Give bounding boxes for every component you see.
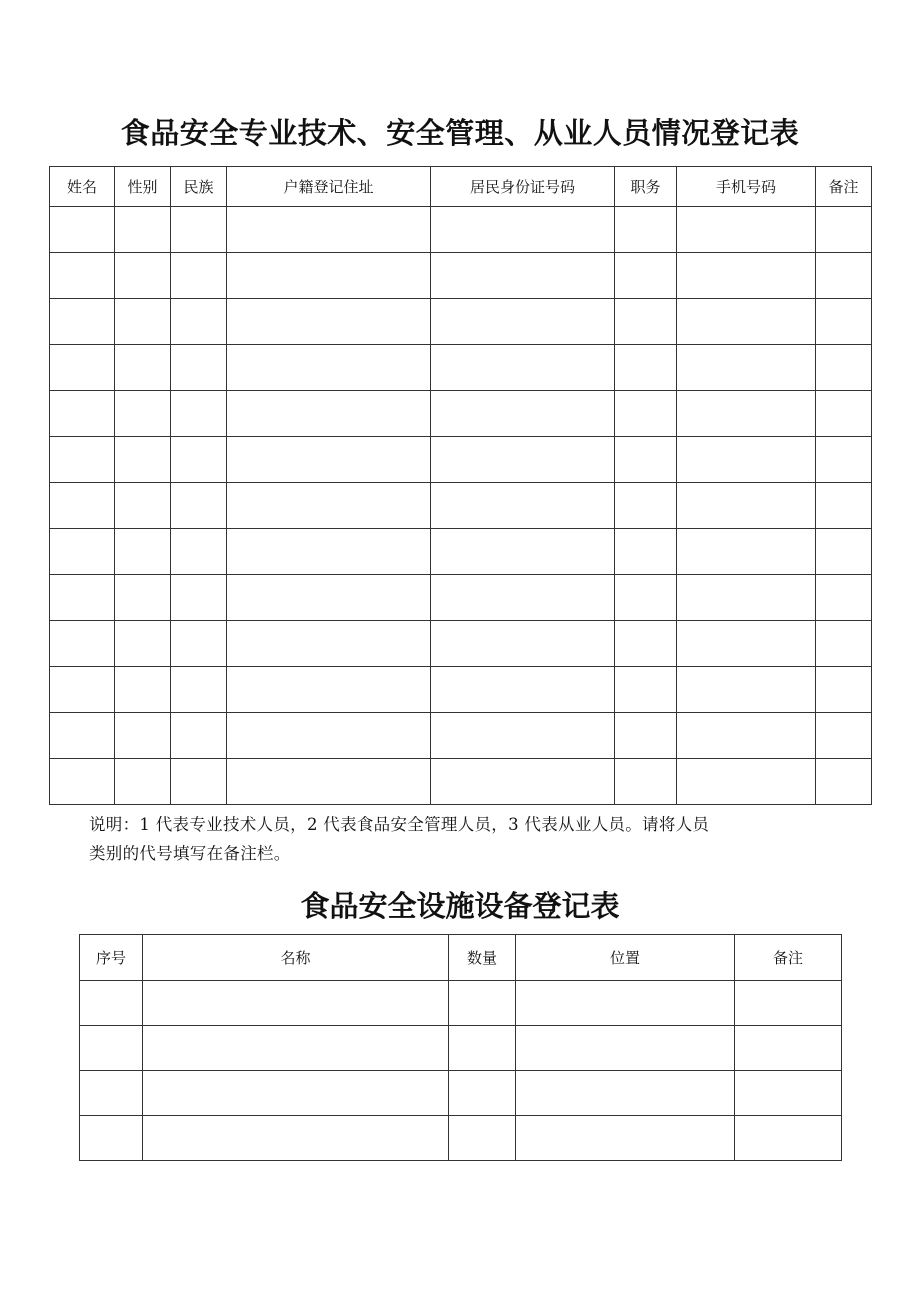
personnel-cell[interactable] bbox=[227, 667, 431, 713]
personnel-header-row bbox=[50, 167, 872, 207]
note bbox=[89, 810, 874, 868]
equipment-cell[interactable] bbox=[516, 1071, 735, 1116]
equipment-cell[interactable] bbox=[143, 1071, 449, 1116]
personnel-cell[interactable] bbox=[431, 437, 615, 483]
col-header-location: 位置 bbox=[516, 935, 735, 981]
personnel-cell[interactable] bbox=[171, 575, 227, 621]
personnel-cell[interactable] bbox=[227, 207, 431, 253]
personnel-cell[interactable] bbox=[50, 207, 115, 253]
personnel-cell[interactable] bbox=[50, 529, 115, 575]
equipment-cell[interactable] bbox=[80, 1116, 143, 1161]
personnel-cell[interactable] bbox=[816, 299, 872, 345]
personnel-cell[interactable] bbox=[115, 621, 171, 667]
personnel-cell[interactable] bbox=[115, 253, 171, 299]
personnel-cell[interactable] bbox=[115, 345, 171, 391]
col-header-household-address: 户籍登记住址 bbox=[227, 167, 431, 207]
personnel-cell[interactable] bbox=[171, 299, 227, 345]
equipment-row bbox=[80, 1116, 842, 1161]
equipment-cell[interactable] bbox=[516, 1116, 735, 1161]
personnel-cell[interactable] bbox=[677, 299, 816, 345]
personnel-cell[interactable] bbox=[50, 483, 115, 529]
personnel-cell[interactable] bbox=[677, 759, 816, 805]
personnel-cell[interactable] bbox=[431, 713, 615, 759]
personnel-cell[interactable] bbox=[227, 483, 431, 529]
personnel-cell[interactable] bbox=[171, 207, 227, 253]
personnel-cell[interactable] bbox=[115, 207, 171, 253]
equipment-cell[interactable] bbox=[143, 1026, 449, 1071]
personnel-cell[interactable] bbox=[431, 621, 615, 667]
personnel-cell[interactable] bbox=[677, 529, 816, 575]
personnel-cell[interactable] bbox=[50, 253, 115, 299]
personnel-cell[interactable] bbox=[816, 667, 872, 713]
equipment-row bbox=[80, 1071, 842, 1116]
personnel-cell[interactable] bbox=[615, 667, 677, 713]
col-header-id-number: 居民身份证号码 bbox=[431, 167, 615, 207]
personnel-table-title: 食品安全专业技术、安全管理、从业人员情况登记表 bbox=[120, 116, 800, 150]
personnel-row bbox=[50, 299, 872, 345]
equipment-cell[interactable] bbox=[449, 1071, 516, 1116]
personnel-cell[interactable] bbox=[816, 253, 872, 299]
col-header-name: 姓名 bbox=[50, 167, 115, 207]
col-header-position: 职务 bbox=[615, 167, 677, 207]
personnel-cell[interactable] bbox=[816, 391, 872, 437]
personnel-cell[interactable] bbox=[227, 437, 431, 483]
personnel-table bbox=[49, 166, 872, 805]
personnel-cell[interactable] bbox=[171, 621, 227, 667]
col-header-remarks: 备注 bbox=[816, 167, 872, 207]
personnel-cell[interactable] bbox=[615, 299, 677, 345]
personnel-cell[interactable] bbox=[677, 483, 816, 529]
personnel-cell[interactable] bbox=[615, 345, 677, 391]
personnel-cell[interactable] bbox=[50, 621, 115, 667]
personnel-cell[interactable] bbox=[115, 391, 171, 437]
personnel-cell[interactable] bbox=[615, 529, 677, 575]
col-header-gender: 性别 bbox=[115, 167, 171, 207]
note-line-2: 类别的代号填写在备注栏。 bbox=[89, 844, 291, 863]
personnel-cell[interactable] bbox=[171, 345, 227, 391]
personnel-cell[interactable] bbox=[677, 253, 816, 299]
personnel-cell[interactable] bbox=[227, 253, 431, 299]
personnel-cell[interactable] bbox=[227, 575, 431, 621]
personnel-cell[interactable] bbox=[171, 437, 227, 483]
personnel-cell[interactable] bbox=[816, 529, 872, 575]
equipment-header-row bbox=[80, 935, 842, 981]
personnel-cell[interactable] bbox=[50, 437, 115, 483]
personnel-cell[interactable] bbox=[115, 759, 171, 805]
equipment-table-title: 食品安全设施设备登记表 bbox=[300, 889, 620, 923]
personnel-row bbox=[50, 345, 872, 391]
personnel-cell[interactable] bbox=[615, 575, 677, 621]
personnel-row bbox=[50, 207, 872, 253]
personnel-cell[interactable] bbox=[115, 575, 171, 621]
personnel-cell[interactable] bbox=[615, 207, 677, 253]
equipment-cell[interactable] bbox=[80, 1071, 143, 1116]
personnel-cell[interactable] bbox=[50, 299, 115, 345]
equipment-cell[interactable] bbox=[449, 981, 516, 1026]
personnel-cell[interactable] bbox=[615, 713, 677, 759]
equipment-cell[interactable] bbox=[143, 981, 449, 1026]
personnel-cell[interactable] bbox=[615, 759, 677, 805]
personnel-cell[interactable] bbox=[431, 575, 615, 621]
personnel-cell[interactable] bbox=[431, 759, 615, 805]
equipment-row bbox=[80, 1026, 842, 1071]
personnel-cell[interactable] bbox=[171, 253, 227, 299]
personnel-cell[interactable] bbox=[431, 529, 615, 575]
equipment-cell[interactable] bbox=[80, 981, 143, 1026]
personnel-row bbox=[50, 391, 872, 437]
personnel-row bbox=[50, 759, 872, 805]
personnel-cell[interactable] bbox=[816, 621, 872, 667]
personnel-cell[interactable] bbox=[227, 299, 431, 345]
personnel-row bbox=[50, 667, 872, 713]
personnel-cell[interactable] bbox=[171, 713, 227, 759]
personnel-cell[interactable] bbox=[227, 391, 431, 437]
personnel-row bbox=[50, 529, 872, 575]
personnel-cell[interactable] bbox=[115, 299, 171, 345]
personnel-cell[interactable] bbox=[115, 437, 171, 483]
equipment-cell[interactable] bbox=[143, 1116, 449, 1161]
equipment-table bbox=[79, 934, 842, 1161]
personnel-cell[interactable] bbox=[431, 667, 615, 713]
personnel-cell[interactable] bbox=[816, 575, 872, 621]
personnel-cell[interactable] bbox=[615, 253, 677, 299]
personnel-cell[interactable] bbox=[615, 483, 677, 529]
personnel-cell[interactable] bbox=[615, 391, 677, 437]
col-header-item-name: 名称 bbox=[143, 935, 449, 981]
personnel-cell[interactable] bbox=[677, 713, 816, 759]
personnel-cell[interactable] bbox=[171, 759, 227, 805]
note-line-1: 说明：1 代表专业技术人员，2 代表食品安全管理人员，3 代表从业人员。请将人员 bbox=[89, 815, 710, 834]
equipment-cell[interactable] bbox=[80, 1026, 143, 1071]
personnel-cell[interactable] bbox=[227, 345, 431, 391]
personnel-cell[interactable] bbox=[677, 575, 816, 621]
personnel-cell[interactable] bbox=[171, 483, 227, 529]
personnel-cell[interactable] bbox=[816, 437, 872, 483]
personnel-cell[interactable] bbox=[816, 713, 872, 759]
personnel-cell[interactable] bbox=[171, 391, 227, 437]
personnel-cell[interactable] bbox=[50, 391, 115, 437]
col-header-equipment-remarks: 备注 bbox=[735, 935, 842, 981]
personnel-cell[interactable] bbox=[677, 667, 816, 713]
personnel-cell[interactable] bbox=[227, 759, 431, 805]
personnel-cell[interactable] bbox=[50, 575, 115, 621]
personnel-cell[interactable] bbox=[677, 621, 816, 667]
personnel-row bbox=[50, 437, 872, 483]
personnel-cell[interactable] bbox=[115, 667, 171, 713]
col-header-phone: 手机号码 bbox=[677, 167, 816, 207]
personnel-cell[interactable] bbox=[677, 207, 816, 253]
personnel-cell[interactable] bbox=[431, 391, 615, 437]
equipment-row bbox=[80, 981, 842, 1026]
personnel-cell[interactable] bbox=[50, 667, 115, 713]
personnel-cell[interactable] bbox=[431, 253, 615, 299]
equipment-cell[interactable] bbox=[516, 981, 735, 1026]
personnel-cell[interactable] bbox=[816, 483, 872, 529]
col-header-ethnicity: 民族 bbox=[171, 167, 227, 207]
equipment-cell[interactable] bbox=[735, 981, 842, 1026]
personnel-row bbox=[50, 575, 872, 621]
personnel-cell[interactable] bbox=[615, 621, 677, 667]
equipment-cell[interactable] bbox=[735, 1071, 842, 1116]
personnel-cell[interactable] bbox=[431, 207, 615, 253]
personnel-cell[interactable] bbox=[171, 529, 227, 575]
personnel-cell[interactable] bbox=[50, 713, 115, 759]
equipment-cell[interactable] bbox=[449, 1116, 516, 1161]
equipment-cell[interactable] bbox=[516, 1026, 735, 1071]
personnel-row bbox=[50, 483, 872, 529]
personnel-cell[interactable] bbox=[115, 713, 171, 759]
personnel-cell[interactable] bbox=[816, 759, 872, 805]
personnel-cell[interactable] bbox=[227, 621, 431, 667]
personnel-cell[interactable] bbox=[816, 345, 872, 391]
personnel-cell[interactable] bbox=[115, 483, 171, 529]
equipment-cell[interactable] bbox=[735, 1026, 842, 1071]
personnel-cell[interactable] bbox=[431, 483, 615, 529]
personnel-cell[interactable] bbox=[227, 529, 431, 575]
col-header-quantity: 数量 bbox=[449, 935, 516, 981]
personnel-cell[interactable] bbox=[431, 299, 615, 345]
col-header-serial-number: 序号 bbox=[80, 935, 143, 981]
personnel-cell[interactable] bbox=[677, 437, 816, 483]
personnel-cell[interactable] bbox=[50, 759, 115, 805]
personnel-cell[interactable] bbox=[431, 345, 615, 391]
personnel-cell[interactable] bbox=[677, 345, 816, 391]
personnel-row bbox=[50, 253, 872, 299]
personnel-row bbox=[50, 621, 872, 667]
equipment-cell[interactable] bbox=[735, 1116, 842, 1161]
personnel-cell[interactable] bbox=[227, 713, 431, 759]
personnel-cell[interactable] bbox=[816, 207, 872, 253]
equipment-cell[interactable] bbox=[449, 1026, 516, 1071]
personnel-cell[interactable] bbox=[677, 391, 816, 437]
personnel-cell[interactable] bbox=[615, 437, 677, 483]
personnel-cell[interactable] bbox=[115, 529, 171, 575]
personnel-cell[interactable] bbox=[171, 667, 227, 713]
personnel-cell[interactable] bbox=[50, 345, 115, 391]
personnel-row bbox=[50, 713, 872, 759]
